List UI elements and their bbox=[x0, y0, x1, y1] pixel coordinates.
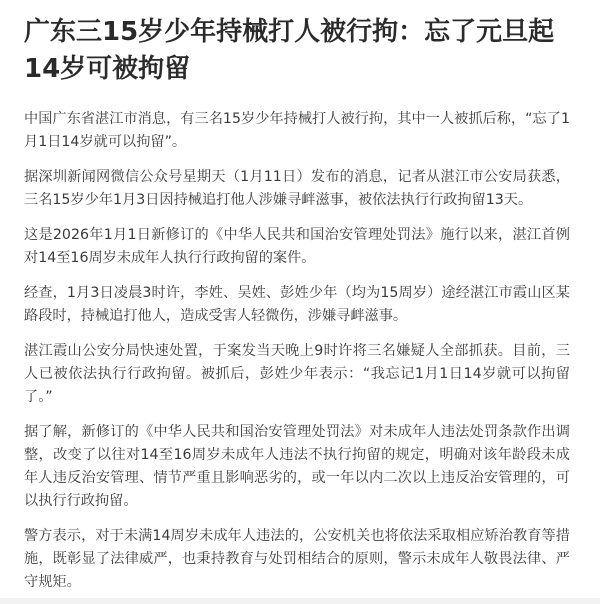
article-paragraph: 据深圳新闻网微信公众号星期天（1月11日）发布的消息，记者从湛江市公安局获悉，三名15岁少年1月3日因持械追打他人涉嫌寻衅滋事，被依法执行行政拘留13天。 bbox=[24, 169, 570, 208]
article-title: 广东三15岁少年持械打人被行拘：忘了元旦起14岁可被拘留 bbox=[24, 17, 555, 84]
article-paragraph: 据了解，新修订的《中华人民共和国治安管理处罚法》对未成年人违法处罚条款作出调整，改变了以往对14至16周岁未成年人违法不执行拘留的规定，明确对该年龄段未成年人违反治安管理、情节严重且影响恶劣的，或一年以内二次以上违反治安管理的，可以执行行政拘留。 bbox=[24, 424, 570, 509]
article-paragraph: 警方表示，对于未满14周岁未成年人违法的，公安机关也将依法采取相应矫治教育等措施，既彰显了法律威严，也秉持教育与处罚相结合的原则，警示未成年人敬畏法律、严守规矩。 bbox=[24, 528, 570, 590]
article-paragraph: 湛江霞山公安分局快速处置，于案发当天晚上9时许将三名嫌疑人全部抓获。目前，三人已被依法执行行政拘留。被抓后，彭姓少年表示：“我忘记1月1日14岁就可以拘留了。” bbox=[24, 343, 570, 405]
bottom-divider bbox=[0, 598, 600, 604]
article-paragraph: 这是2026年1月1日新修订的《中华人民共和国治安管理处罚法》施行以来，湛江首例对14至16周岁未成年人执行行政拘留的案件。 bbox=[24, 227, 570, 266]
article-paragraph: 中国广东省湛江市消息，有三名15岁少年持械打人被行拘，其中一人被抓后称，“忘了1月1日14岁就可以拘留”。 bbox=[24, 111, 570, 150]
article-body bbox=[24, 108, 570, 594]
article-paragraph: 经查，1月3日凌晨3时许，李姓、吴姓、彭姓少年（均为15周岁）途经湛江市霞山区某路段时，持械追打他人，造成受害人轻微伤，涉嫌寻衅滋事。 bbox=[24, 285, 570, 324]
